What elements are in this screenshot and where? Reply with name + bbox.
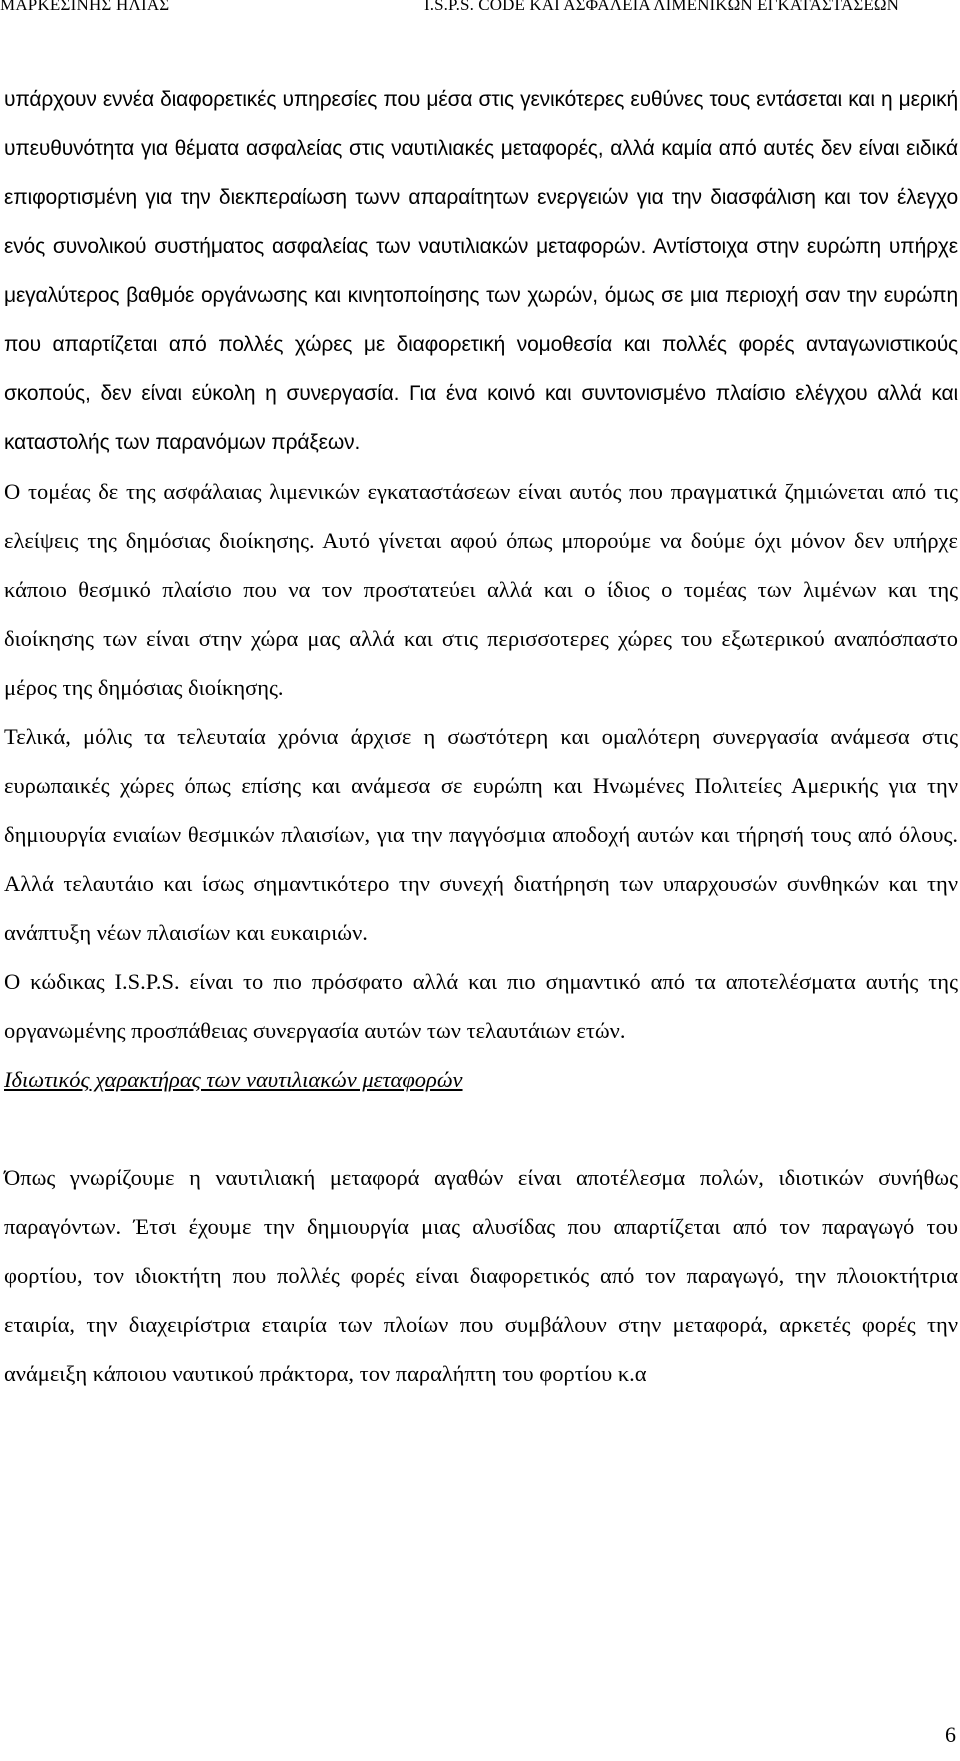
section-paragraph: Όπως γνωρίζουμε η ναυτιλιακή μεταφορά αγαθών είναι αποτέλεσμα πολών, ιδιοτικών συνήθως παραγόντων. Έτσι έχουμε την δημιουργία μιας αλυσίδας που απαρτίζεται από τον παραγωγό του φορτίου, τον ιδιοκτήτη που πολλές φορές είναι διαφορετικός από τον παραγωγό, την πλοιοκτήτρια εταιρία, την διαχειρίστρια εταιρία των πλοίων που συμβάλουν στην μεταφορά, αρκετές φορές την ανάμειξη κάποιου ναυτικού πράκτορα, τον παραλήπτη του φορτίου κ.α: [4, 1165, 958, 1386]
header-title: I.S.P.S. CODE ΚΑΙ ΑΣΦΑΛΕΙΑ ΛΙΜΕΝΙΚΩΝ ΕΓΚΑΤΑΣΤΑΣΕΩΝ: [424, 0, 899, 14]
header-author: ΜΑΡΚΕΣΙΝΗΣ ΗΛΙΑΣ: [0, 0, 170, 14]
paragraph-4: Ο κώδικας I.S.P.S. είναι το πιο πρόσφατο αλλά και πιο σημαντικό από τα αποτελέσματα αυτής της οργανωμένης προσπάθειας συνεργασία αυτών των τελαυτάιων ετών.: [4, 969, 958, 1043]
section-heading: Ιδιωτικός χαρακτήρας των ναυτιλιακών μεταφορών: [4, 1067, 463, 1092]
page-header: [0, 0, 960, 20]
section-spacer: [4, 1104, 958, 1153]
page-number: 6: [945, 1722, 956, 1747]
paragraph-2: Ο τομέας δε της ασφάλαιας λιμενικών εγκαταστάσεων είναι αυτός που πραγματικά ζημιώνεται από τις ελείψεις της δημόσιας διοίκησης. Αυτό γίνεται αφού όπως μπορούμε να δούμε όχι μόνον δεν υπήρχε κάποιο θεσμικό πλαίσιο που να τον προστατεύει αλλά και ο ίδιος ο τομέας των λιμένων και της διοίκησης των είναι στην χώρα μας αλλά και στις περισσοτερες χώρες του εξωτερικού αναπόσπαστο μέρος της δημόσιας διοίκησης.: [4, 479, 958, 700]
document-body: [4, 75, 958, 1398]
paragraph-1: υπάρχουν εννέα διαφορετικές υπηρεσίες που μέσα στις γενικότερες ευθύνες τους εντάσεται και η μερική υπευθυνότητα για θέματα ασφαλείας στις ναυτιλιακές μεταφορές, αλλά καμία από αυτές δεν είναι ειδικά επιφορτισμένη για την διεκπεραίωση τωνν απαραίτητων ενεργειών για την διασφάλιση και τον έλεγχο ενός συνολικού συστήματος ασφαλείας των ναυτιλιακών μεταφορών. Αντίστοιχα στην ευρώπη υπήρχε μεγαλύτερος βαθμόε οργάνωσης και κινητοποίησης των χωρών, όμως σε μια περιοχή σαν την ευρώπη που απαρτίζεται από πολλές χώρες με διαφορετική νομοθεσία και πολλές φορές ανταγωνιστικούς σκοπούς, δεν είναι εύκολη η συνεργασία. Για ένα κοινό και συντονισμένο πλαίσιο ελέγχου αλλά και καταστολής των παρανόμων πράξεων.: [4, 88, 958, 454]
paragraph-3: Τελικά, μόλις τα τελευταία χρόνια άρχισε η σωστότερη και ομαλότερη συνεργασία ανάμεσα στις ευρωπαικές χώρες όπως επίσης και ανάμεσα σε ευρώπη και Ηνωμένες Πολιτείες Αμερικής για την δημιουργία ενιαίων θεσμικών πλαισίων, για την παγγόσμια αποδοχή αυτών και τήρησή τους από όλους. Αλλά τελαυτάιο και ίσως σημαντικότερο την συνεχή διατήρηση των υπαρχουσών συνθηκών και την ανάπτυξη νέων πλαισίων και ευκαιριών.: [4, 724, 958, 945]
